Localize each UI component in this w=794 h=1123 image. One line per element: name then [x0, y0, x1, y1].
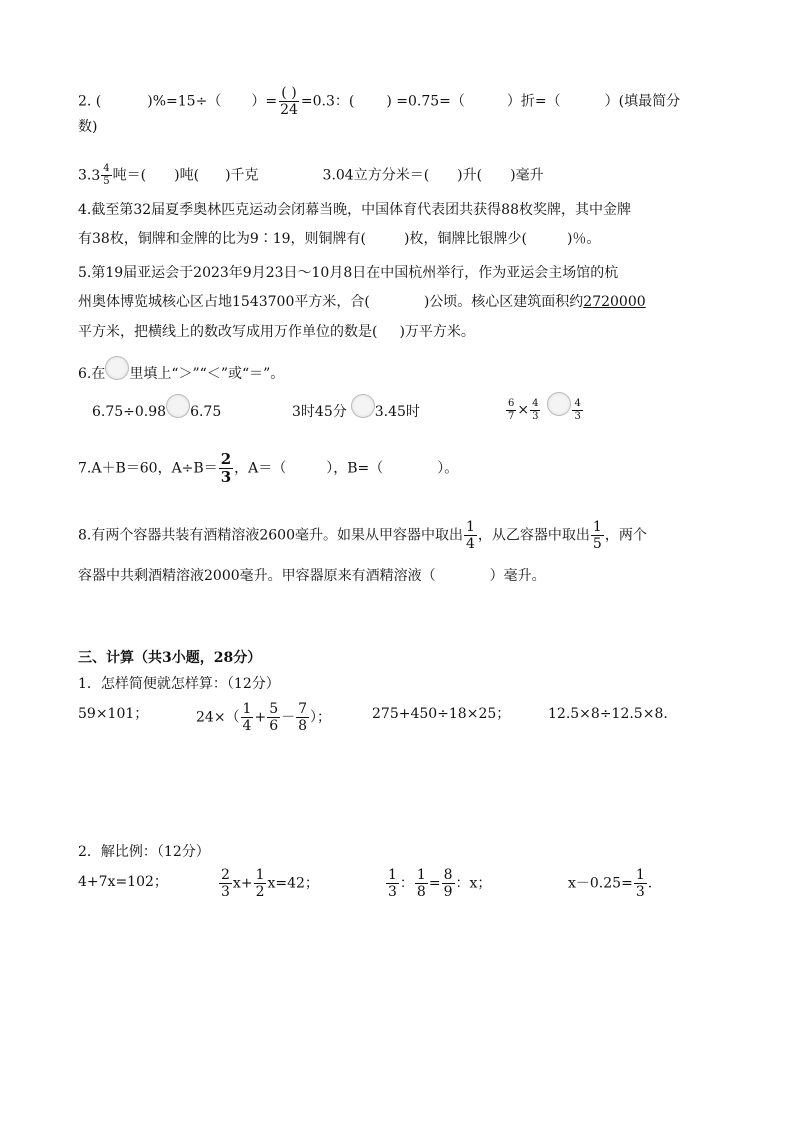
section-3-sub2: 2．解比例：（12分）	[78, 844, 210, 860]
q2-text: ）(填最简分	[604, 93, 681, 110]
underlined-number: 2720000	[583, 294, 646, 310]
question-6-expr3: $\frac{6}{7}$ × $\frac{4}{3}$ $\frac{4}{3}$	[505, 398, 584, 422]
calc-1: 59×101；	[78, 706, 149, 722]
question-4-line2: 有38枚，铜牌和金牌的比为9∶19，则铜牌有( )枚，铜牌比银牌少( )％。	[78, 231, 601, 247]
q2-text: ）折=（	[506, 93, 561, 110]
q2-text: ）=	[251, 93, 278, 110]
calc-3: 275+450÷18×25；	[372, 706, 511, 722]
section-3-sub1: 1．怎样简便就怎样算：（12分）	[78, 676, 280, 692]
equation-1: 4+7x=102；	[78, 874, 168, 890]
question-2-cont	[78, 117, 97, 137]
q2-text: ) =0.75=（	[386, 93, 465, 110]
calc-2: 24×（ $\frac{1}{4}$ + $\frac{5}{6}$ － $\frac{7}{8}$ ）；	[196, 701, 332, 734]
q7-fraction: $\frac{2}{3}$	[220, 450, 232, 486]
q2-text: =0.3：(	[300, 93, 355, 110]
question-6: 6.在 里填上“＞”“＜”或“＝”。	[78, 362, 284, 386]
answer-circle[interactable]	[166, 394, 190, 418]
equation-3: $\frac{1}{3}$ ： $\frac{1}{8}$ = $\frac{8}{9}$ ：x；	[388, 867, 492, 900]
question-8-line2: 容器中共剩酒精溶液2000毫升。甲容器原来有酒精溶液（ ）毫升。	[78, 568, 546, 584]
q2-fraction: $\frac{( )}{24}$	[280, 85, 298, 118]
answer-circle[interactable]	[547, 392, 571, 416]
answer-circle[interactable]	[351, 394, 375, 418]
question-5-line3: 平方米，把横线上的数改写成用万作单位的数是( )万平方米。	[78, 324, 475, 340]
calc-4: 12.5×8÷12.5×8.	[548, 706, 668, 722]
question-2	[78, 86, 680, 117]
mixed-number: 3 $\frac{4}{5}$	[91, 163, 110, 187]
question-8-line1: 8.有两个容器共装有酒精溶液2600毫升。如果从甲容器中取出 $\frac{1}{4}$ ，从乙容器中取出 $\frac{1}{5}$ ，两个	[78, 519, 647, 552]
question-6-expr2: 3时45分 3.45时	[292, 400, 420, 424]
equation-2: $\frac{2}{3}$ x+ $\frac{1}{2}$ x=42；	[221, 867, 319, 900]
equation-4: x－0.25= $\frac{1}{3}$ .	[568, 867, 653, 900]
question-5-line2: 州奥体博览城核心区占地1543700平方米，合( )公顷。核心区建筑面积约2720000	[78, 294, 646, 310]
q2-text: 数)	[78, 119, 98, 135]
question-7: 7.A＋B＝60，A÷B＝ $\frac{2}{3}$ ，A＝（ ），B=（ ）。	[78, 450, 459, 486]
compare-circle-icon	[105, 356, 129, 380]
question-4-line1: 4.截至第32届夏季奥林匹克运动会闭幕当晚，中国体育代表团共获得88枚奖牌，其中金牌	[78, 202, 631, 218]
question-3: 3. 3 $\frac{4}{5}$ 吨＝( )吨( )千克 3.04立方分米＝( )升( )毫升	[78, 163, 544, 187]
question-5-line1: 5.第19届亚运会于2023年9月23日～10月8日在中国杭州举行，作为亚运会主场馆的杭	[78, 265, 619, 281]
question-6-expr1: 6.75÷0.98 6.75	[92, 400, 221, 424]
section-3-title: 三、计算（共3小题，28分）	[78, 650, 262, 666]
q2-text: )%=15÷（	[147, 93, 222, 110]
q2-text: 2. (	[78, 93, 102, 110]
